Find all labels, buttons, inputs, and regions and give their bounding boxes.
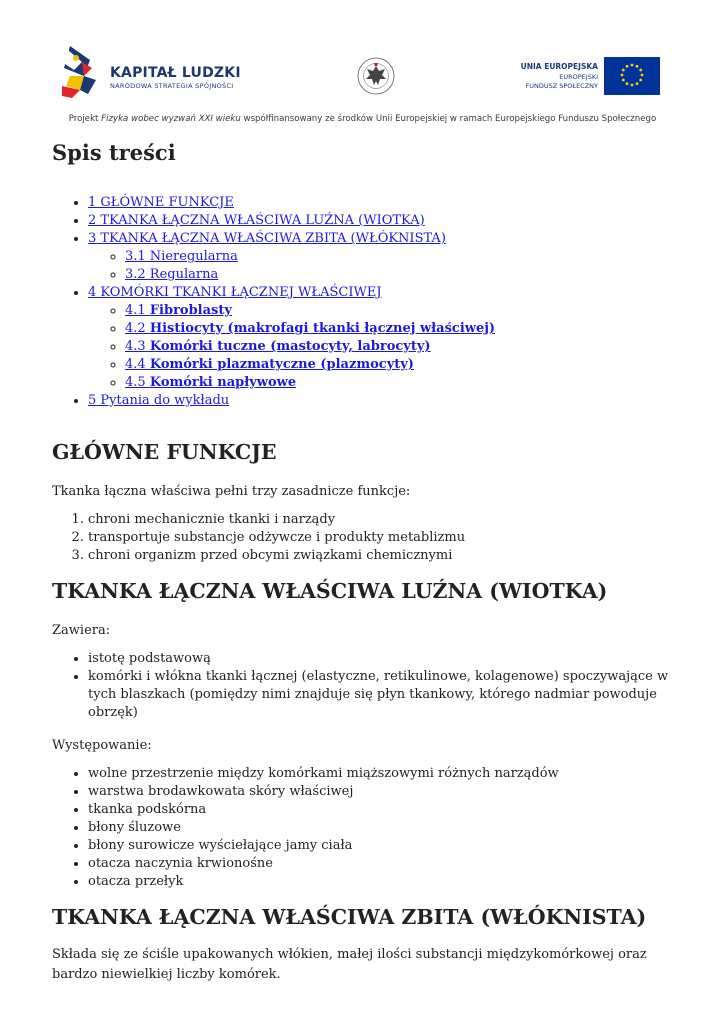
toc-sublist xyxy=(88,248,682,284)
project-title: Fizyka wobec wyzwań XXI wieku xyxy=(101,114,241,124)
kapital-ludzki-logo xyxy=(62,46,106,98)
toc-sublist xyxy=(88,302,682,392)
toc-link-bold: Komórki plazmatyczne (plazmocyty) xyxy=(149,357,414,372)
eu-flag-icon xyxy=(604,57,660,95)
list-item: • otacza przełyk xyxy=(88,873,682,891)
functions-list xyxy=(52,511,682,565)
eu-line-2: EUROPEJSKI xyxy=(559,73,598,81)
toc-link-number: 4.4 xyxy=(125,357,150,372)
toc-link-3-2[interactable]: 3.2 Regularna xyxy=(125,267,219,282)
toc-link-4-3[interactable] xyxy=(125,339,431,354)
page-header xyxy=(0,0,725,135)
list-item: • otacza naczynia krwionośne xyxy=(88,855,682,873)
toc-link-bold: Histiocyty (makrofagi tkanki łącznej właściwej) xyxy=(149,321,496,336)
toc-link-bold: Komórki napływowe xyxy=(149,375,297,390)
toc-item xyxy=(88,284,682,392)
section-heading-glowne-funkcje: GŁÓWNE FUNKCJE xyxy=(52,440,277,464)
kapital-ludzki-text xyxy=(110,65,241,90)
toc-subitem xyxy=(125,356,682,374)
toc-subitem xyxy=(125,320,682,338)
toc-item xyxy=(88,392,682,410)
paragraph-zbita: Składa się ze ściśle upakowanych włókien, małej ilości substancji międzykomórkowej oraz bardzo niewielkiej liczby komórek. xyxy=(52,947,647,982)
toc-item xyxy=(88,230,682,284)
toc-link-4[interactable]: 4 KOMÓRKI TKANKI ŁĄCZNEJ WŁAŚCIWEJ xyxy=(88,285,382,300)
section-heading-luzna: TKANKA ŁĄCZNA WŁAŚCIWA LUŹNA (WIOTKA) xyxy=(52,579,608,603)
project-funding-line xyxy=(0,114,725,124)
project-suffix: współfinansowany ze środków Unii Europejskiej w ramach Europejskiego Funduszu Społecznego xyxy=(240,114,657,124)
list-item: • wolne przestrzenie między komórkami miąższowymi różnych narządów xyxy=(88,765,682,783)
eu-line-3: FUNDUSZ SPOŁECZNY xyxy=(525,82,598,90)
list-item: 1. chroni mechanicznie tkanki i narządy xyxy=(88,511,682,529)
list-item: 2. transportuje substancje odżywcze i produkty metablizmu xyxy=(88,529,682,547)
page-content xyxy=(52,138,682,985)
toc-link-bold: Komórki tuczne (mastocyty, labrocyty) xyxy=(149,339,431,354)
paragraph-contains-label: Zawiera: xyxy=(52,623,111,638)
toc-link-3-1[interactable]: 3.1 Nieregularna xyxy=(125,249,238,264)
toc-link-number: 4.3 xyxy=(125,339,150,354)
list-item: • tkanka podskórna xyxy=(88,801,682,819)
toc-link-3[interactable]: 3 TKANKA ŁĄCZNA WŁAŚCIWA ZBITA (WŁÓKNISTA) xyxy=(88,231,446,246)
kapital-ludzki-subtitle: NARODOWA STRATEGIA SPÓJNOŚCI xyxy=(110,82,234,90)
toc-link-5[interactable]: 5 Pytania do wykładu xyxy=(88,393,230,408)
list-item: • komórki i włókna tkanki łącznej (elastyczne, retikulinowe, kolagenowe) spoczywające w tych blaszkach (pomiędzy nimi znajduje się płyn tkankowy, którego nadmiar powoduje obrzęk) xyxy=(88,668,682,722)
eu-label xyxy=(500,62,598,90)
toc-item xyxy=(88,194,682,212)
list-item: • błony surowicze wyściełające jamy ciała xyxy=(88,837,682,855)
toc-title: Spis treści xyxy=(52,140,176,165)
project-prefix: Projekt xyxy=(68,114,102,124)
toc-item xyxy=(88,212,682,230)
toc-link-4-4[interactable] xyxy=(125,357,414,372)
paragraph-occurrence-label: Występowanie: xyxy=(52,738,152,753)
list-item: 3. chroni organizm przed obcymi związkami chemicznymi xyxy=(88,547,682,565)
kapital-ludzki-title: KAPITAŁ LUDZKI xyxy=(110,65,241,81)
university-seal-logo xyxy=(356,55,396,97)
occurrence-list xyxy=(52,765,682,891)
toc-subitem xyxy=(125,374,682,392)
toc-link-4-1[interactable] xyxy=(125,303,232,318)
toc-subitem xyxy=(125,338,682,356)
list-item: • błony śluzowe xyxy=(88,819,682,837)
eu-line-1: UNIA EUROPEJSKA xyxy=(520,62,598,71)
toc-link-number: 4.1 xyxy=(125,303,150,318)
table-of-contents xyxy=(52,194,682,410)
toc-link-4-5[interactable] xyxy=(125,375,296,390)
toc-link-2[interactable]: 2 TKANKA ŁĄCZNA WŁAŚCIWA LUŹNA (WIOTKA) xyxy=(88,213,425,228)
list-item: • istotę podstawową xyxy=(88,650,682,668)
toc-link-1[interactable]: 1 GŁÓWNE FUNKCJE xyxy=(88,195,234,210)
toc-link-number: 4.5 xyxy=(125,375,150,390)
toc-link-bold: Fibroblasty xyxy=(149,303,232,318)
toc-subitem xyxy=(125,302,682,320)
section-heading-zbita: TKANKA ŁĄCZNA WŁAŚCIWA ZBITA (WŁÓKNISTA) xyxy=(52,905,647,929)
toc-link-4-2[interactable] xyxy=(125,321,495,336)
toc-subitem xyxy=(125,266,682,284)
toc-subitem xyxy=(125,248,682,266)
toc-link-number: 4.2 xyxy=(125,321,150,336)
list-item: • warstwa brodawkowata skóry właściwej xyxy=(88,783,682,801)
paragraph-intro: Tkanka łączna właściwa pełni trzy zasadnicze funkcje: xyxy=(52,484,411,499)
contains-list xyxy=(52,650,682,722)
